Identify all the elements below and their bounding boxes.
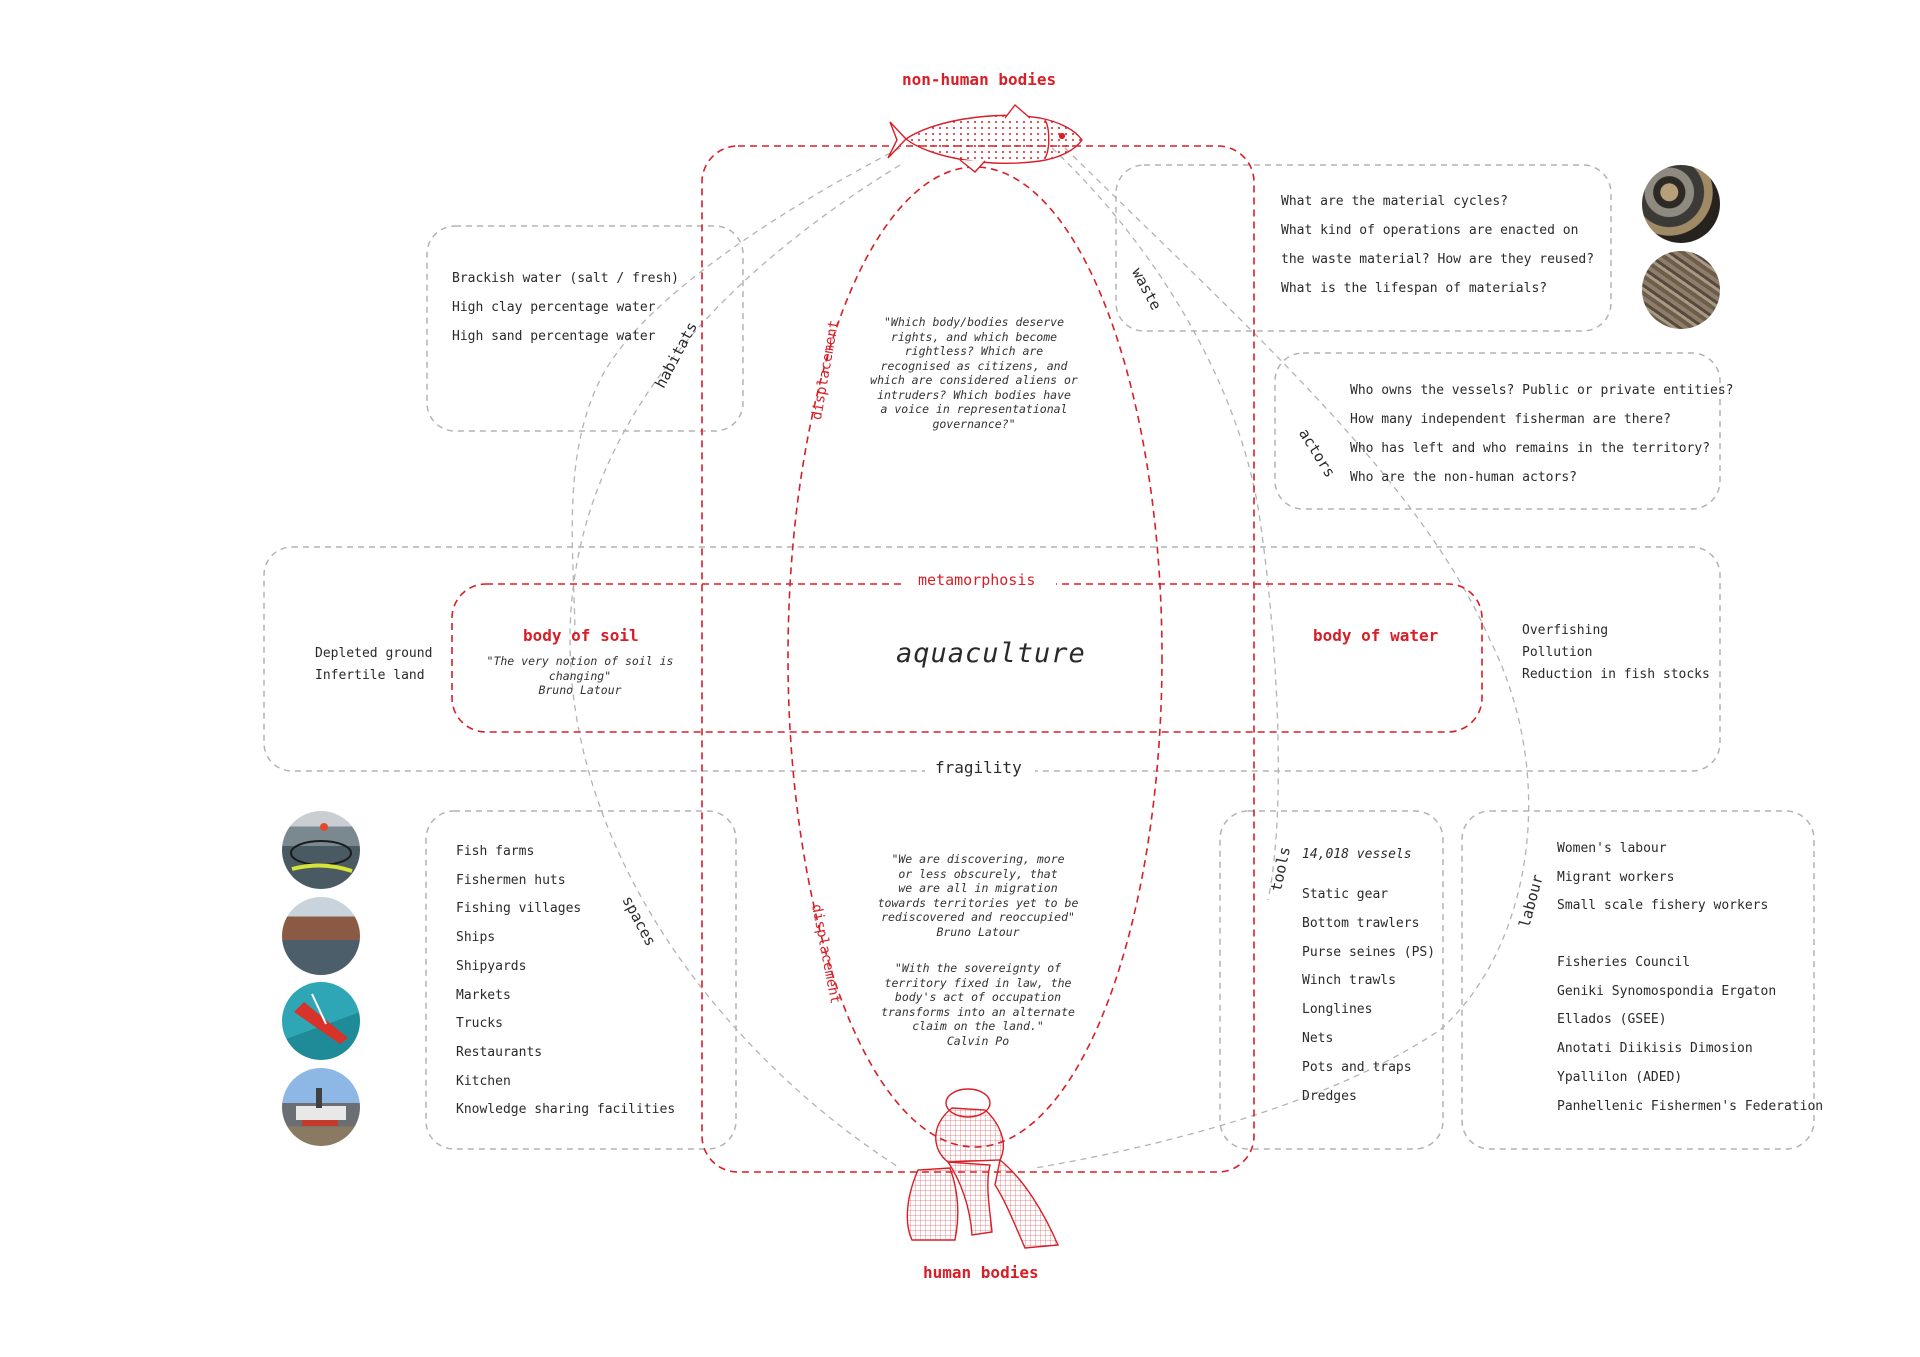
harbour-buildings-photo [282,897,360,975]
right-effects-list [1522,620,1710,686]
list-item: Geniki Synomospondia Ergaton [1557,983,1777,999]
waste-connector [1052,148,1278,900]
list-item: Fishermen huts [456,872,566,888]
body-of-soil-title: body of soil [523,626,639,645]
list-item: Ships [456,930,496,946]
waste-questions [1281,187,1594,303]
list-item: Infertile land [315,668,425,683]
list-item: Markets [456,987,511,1003]
list-item: Bottom trawlers [1302,915,1420,931]
habitats-list [452,264,679,351]
list-item: Kitchen [456,1073,511,1089]
actors-questions [1350,376,1734,492]
list-item: Static gear [1302,887,1389,902]
waste-label: waste [1128,264,1166,314]
list-item: Fisheries Council [1557,955,1691,970]
quote-sovereignty: "With the sovereignty of territory fixed in law, the body's act of occupation transforms into an alternate claim on the land." Calvin Po [881,961,1075,1048]
list-item: Purse seines (PS) [1302,944,1436,960]
list-item: What kind of operations are enacted on [1281,223,1579,238]
red-fishing-boat-photo [282,982,360,1060]
list-item: Shipyards [456,958,527,974]
human-figure-illustration [907,1089,1058,1248]
fragility-label: fragility [935,758,1022,777]
list-item: Ypallilon (ADED) [1557,1069,1683,1085]
labour-organisations-list [1557,949,1823,1121]
list-item: Panhellenic Fishermen's Federation [1557,1098,1824,1114]
displacement-label-top: displacement [808,318,843,422]
list-item: Pollution [1522,645,1593,660]
spaces-label: spaces [618,892,660,950]
list-item: Nets [1302,1030,1334,1046]
list-item: Restaurants [456,1044,543,1060]
human-bodies-label: human bodies [923,1263,1039,1282]
list-item: Migrant workers [1557,869,1675,885]
list-item: High clay percentage water [452,300,656,315]
list-item: Trucks [456,1016,503,1032]
list-item: Fish farms [456,844,535,859]
list-item: High sand percentage water [452,329,656,344]
list-item: Ellados (GSEE) [1557,1012,1667,1028]
list-item: What are the material cycles? [1281,194,1508,209]
fish-farm-cages-photo [282,811,360,889]
habitats-connector [572,148,900,640]
quote-migration: "We are discovering, more or less obscurely, that we are all in migration towards territories yet to be rediscovered and reoccupied" Bruno Latour [877,852,1079,939]
list-item: Winch trawls [1302,973,1396,989]
list-item: Overfishing [1522,623,1609,638]
metamorphosis-label: metamorphosis [918,571,1036,589]
spaces-list [456,838,675,1125]
soil-quote: "The very notion of soil is changing" Bruno Latour [486,654,674,697]
aquaculture-title: aquaculture [896,638,1086,669]
mussel-shells-photo [1642,165,1720,243]
list-item: Small scale fishery workers [1557,898,1769,914]
shipyard-photo [282,1068,360,1146]
list-item: Anotati Diikisis Dimosion [1557,1041,1753,1057]
list-item: Who owns the vessels? Public or private entities? [1350,383,1734,398]
list-item: Pots and traps [1302,1059,1412,1075]
actors-label: actors [1295,425,1340,481]
fish-illustration [888,105,1082,172]
list-item: Who are the non-human actors? [1350,470,1577,485]
labour-workers-list [1557,835,1768,921]
list-item: Depleted ground [315,646,433,661]
list-item: Fishing villages [456,901,582,917]
list-item: the waste material? How are they reused? [1281,252,1595,267]
non-human-bodies-label: non-human bodies [902,70,1057,89]
list-item: How many independent fisherman are there? [1350,412,1671,427]
list-item: Brackish water (salt / fresh) [452,271,679,286]
list-item: Longlines [1302,1002,1373,1018]
tools-label: tools [1267,845,1295,893]
body-of-water-title: body of water [1313,626,1439,645]
list-item: Dredges [1302,1088,1357,1104]
list-item: Reduction in fish stocks [1522,667,1710,682]
list-item: Knowledge sharing facilities [456,1102,676,1118]
tools-list [1302,881,1435,1111]
list-item: Who has left and who remains in the territory? [1350,441,1711,456]
labour-label: labour [1515,872,1547,930]
list-item: What is the lifespan of materials? [1281,281,1548,296]
driftwood-photo [1642,251,1720,329]
left-effects-list [315,643,432,687]
vessel-count: 14,018 vessels [1302,847,1412,862]
list-item: Women's labour [1557,841,1667,856]
quote-rights: "Which body/bodies deserve rights, and which become rightless? Which are recognised as citizens, and which are considered aliens or intruders? Which bodies have a voice in representational governance?" [870,315,1078,431]
habitats-label: habitats [651,318,702,392]
displacement-label-bottom: displacement [808,902,844,1006]
